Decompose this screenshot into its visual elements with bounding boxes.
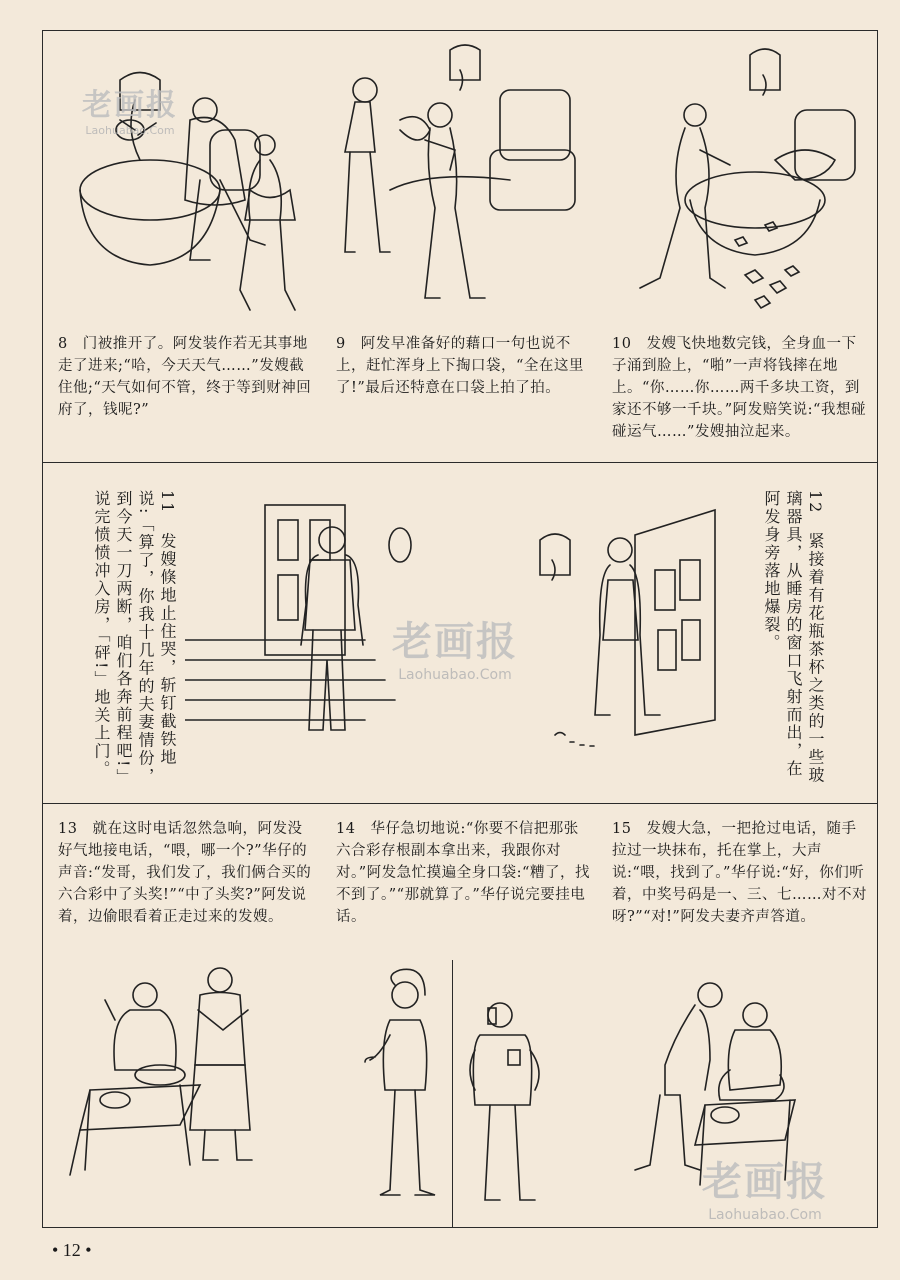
page-number: • 12 • bbox=[52, 1240, 92, 1260]
panel-15-caption: 15 发嫂大急，一把抢过电话，随手拉过一块抹布，托在掌上，大声说:“喂，找到了。”华仔说:“好，你们听着，中奖号码是一、三、七……对不对呀?”“对!”阿发夫妻齐声答道。 bbox=[612, 821, 867, 925]
panel-8-illustration bbox=[60, 40, 320, 325]
watermark-bottom-right: 老画报 Laohuabao.Com bbox=[702, 1159, 828, 1223]
panel-10-illustration bbox=[605, 40, 870, 325]
panel-divider-14-15 bbox=[452, 960, 453, 1228]
panel-12-caption: 12 紧接着有花瓶茶杯之类的一些玻璃器具，从睡房的窗口飞射而出，在阿发身旁落地爆裂。 bbox=[762, 490, 825, 785]
panel-8-caption: 8 门被推开了。阿发装作若无其事地走了进来;“哈，今天天气……”发嫂截住他;“天气如何不管，终于等到财神回府了，钱呢?” bbox=[58, 336, 312, 418]
panel-11-illustration bbox=[185, 480, 445, 760]
panel-13-illustration bbox=[60, 960, 300, 1190]
panel-9-caption: 9 阿发早准备好的藉口一句也说不上，赶忙浑身上下掏口袋，“全在这里了!”最后还特意在口袋上拍了拍。 bbox=[336, 336, 584, 396]
panel-14-illustration-right bbox=[460, 990, 550, 1210]
panel-12-illustration bbox=[530, 490, 730, 770]
panel-11-caption: 11 发嫂倏地止住哭，斩钉截铁地说:「算了，你我十几年的夫妻情份，到今天一刀两断，咱们各奔前程吧!」说完愤愤冲入房，「砰!」地关上门。 bbox=[92, 490, 177, 787]
panel-10-caption: 10 发嫂飞快地数完钱，全身血一下子涌到脸上，“啪”一声将钱摔在地上。“你……你……两千多块工资，到家还不够一千块。”阿发赔笑说:“我想碰碰运气……”发嫂抽泣起来。 bbox=[612, 336, 866, 440]
row-divider-1 bbox=[42, 462, 878, 463]
panel-9-illustration bbox=[330, 40, 580, 325]
row-divider-2 bbox=[42, 803, 878, 804]
watermark-center: 老画报 Laohuabao.Com bbox=[392, 619, 518, 683]
panel-14-illustration-left bbox=[350, 965, 450, 1210]
panel-13-caption: 13 就在这时电话忽然急响，阿发没好气地接电话，“喂，哪一个?”华仔的声音:“发哥，我们发了，我们俩合买的六合彩中了头奖!”“中了头奖?”阿发说着，边偷眼看着正走过来的发嫂。 bbox=[58, 821, 312, 925]
panel-15-illustration bbox=[615, 975, 815, 1200]
watermark-top-left: 老画报 Laohuabao.Com bbox=[82, 88, 178, 137]
panel-14-caption: 14 华仔急切地说:“你要不信把那张六合彩存根副本拿出来，我跟你对对。”阿发急忙摸遍全身口袋:“糟了，找不到了。”“那就算了。”华仔说完要挂电话。 bbox=[336, 821, 590, 925]
